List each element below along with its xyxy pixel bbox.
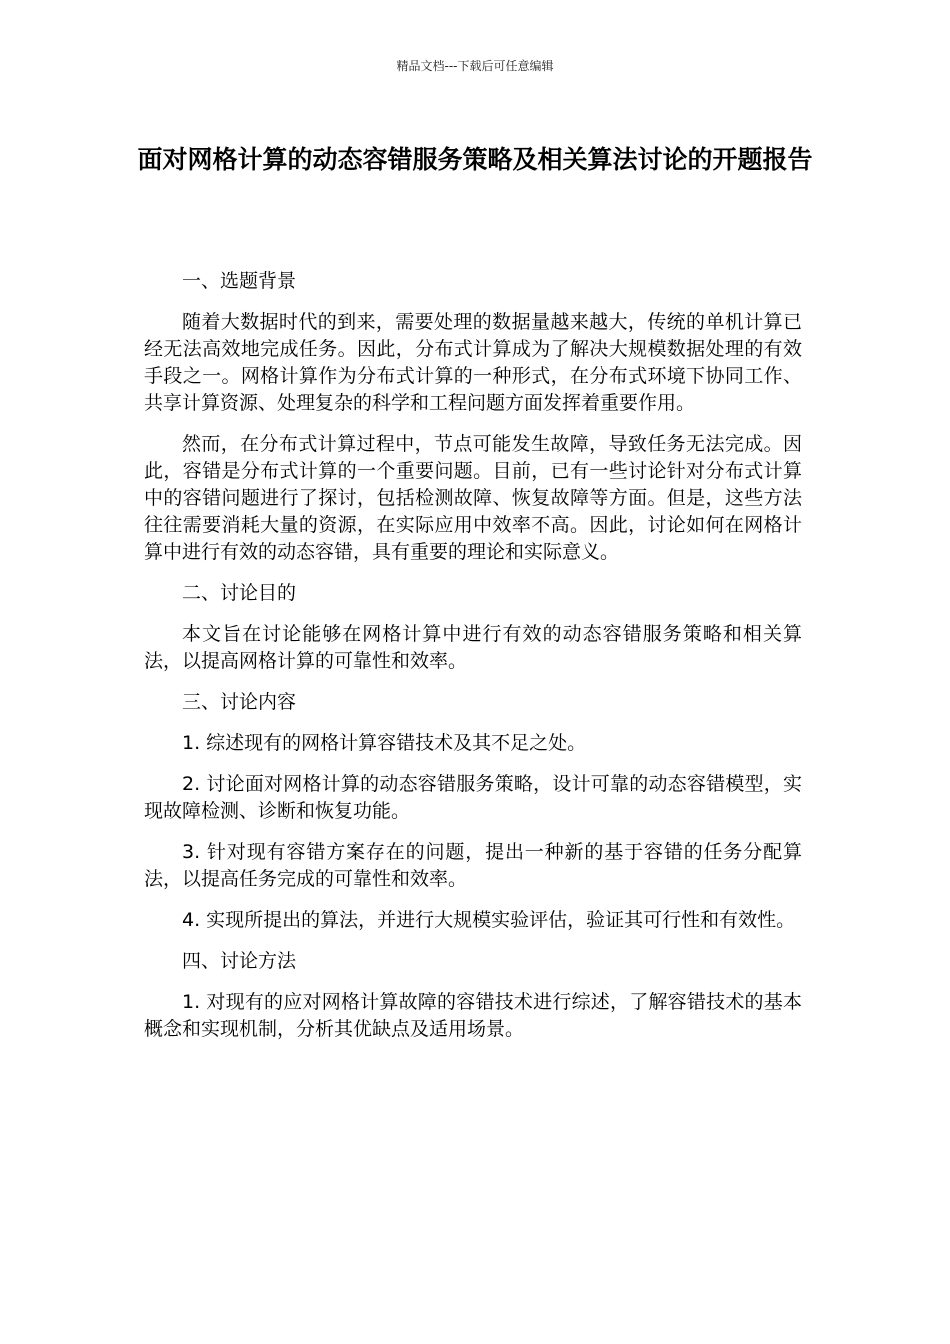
paragraph-background-2: 然而，在分布式计算过程中，节点可能发生故障，导致任务无法完成。因此，容错是分布式计算的一个重要问题。目前，已有一些讨论针对分布式计算中的容错问题进行了探讨，包括检测故障、恢复故障等方面。但是，这些方法往往需要消耗大量的资源，在实际应用中效率不高。因此，讨论如何在网格计算中进行有效的动态容错，具有重要的理论和实际意义。 xyxy=(144,433,802,563)
list-item-content-2: 2. 讨论面对网格计算的动态容错服务策略，设计可靠的动态容错模型，实现故障检测、诊断和恢复功能。 xyxy=(144,773,802,822)
section-heading-methods: 四、讨论方法 xyxy=(182,950,297,972)
paragraph-purpose: 本文旨在讨论能够在网格计算中进行有效的动态容错服务策略和相关算法，以提高网格计算的可靠性和效率。 xyxy=(144,623,802,672)
document-title: 面对网格计算的动态容错服务策略及相关算法讨论的开题报告 xyxy=(137,145,813,174)
list-item-methods-1: 1. 对现有的应对网格计算故障的容错技术进行综述，了解容错技术的基本概念和实现机制，分析其优缺点及适用场景。 xyxy=(144,991,802,1040)
list-item-content-1: 1. 综述现有的网格计算容错技术及其不足之处。 xyxy=(182,732,587,754)
section-heading-purpose: 二、讨论目的 xyxy=(182,582,297,604)
document-body xyxy=(144,268,802,1057)
paragraph-background-1: 随着大数据时代的到来，需要处理的数据量越来越大，传统的单机计算已经无法高效地完成任务。因此，分布式计算成为了解决大规模数据处理的有效手段之一。网格计算作为分布式计算的一种形式，在分布式环境下协同工作、共享计算资源、处理复杂的科学和工程问题方面发挥着重要作用。 xyxy=(144,311,802,414)
section-heading-content: 三、讨论内容 xyxy=(182,691,297,713)
section-heading-background: 一、选题背景 xyxy=(182,270,297,292)
list-item-content-4: 4. 实现所提出的算法，并进行大规模实验评估，验证其可行性和有效性。 xyxy=(182,909,796,931)
header-note: 精品文档---下载后可任意编辑 xyxy=(396,59,554,73)
list-item-content-3: 3. 针对现有容错方案存在的问题，提出一种新的基于容错的任务分配算法，以提高任务完成的可靠性和效率。 xyxy=(144,841,802,890)
